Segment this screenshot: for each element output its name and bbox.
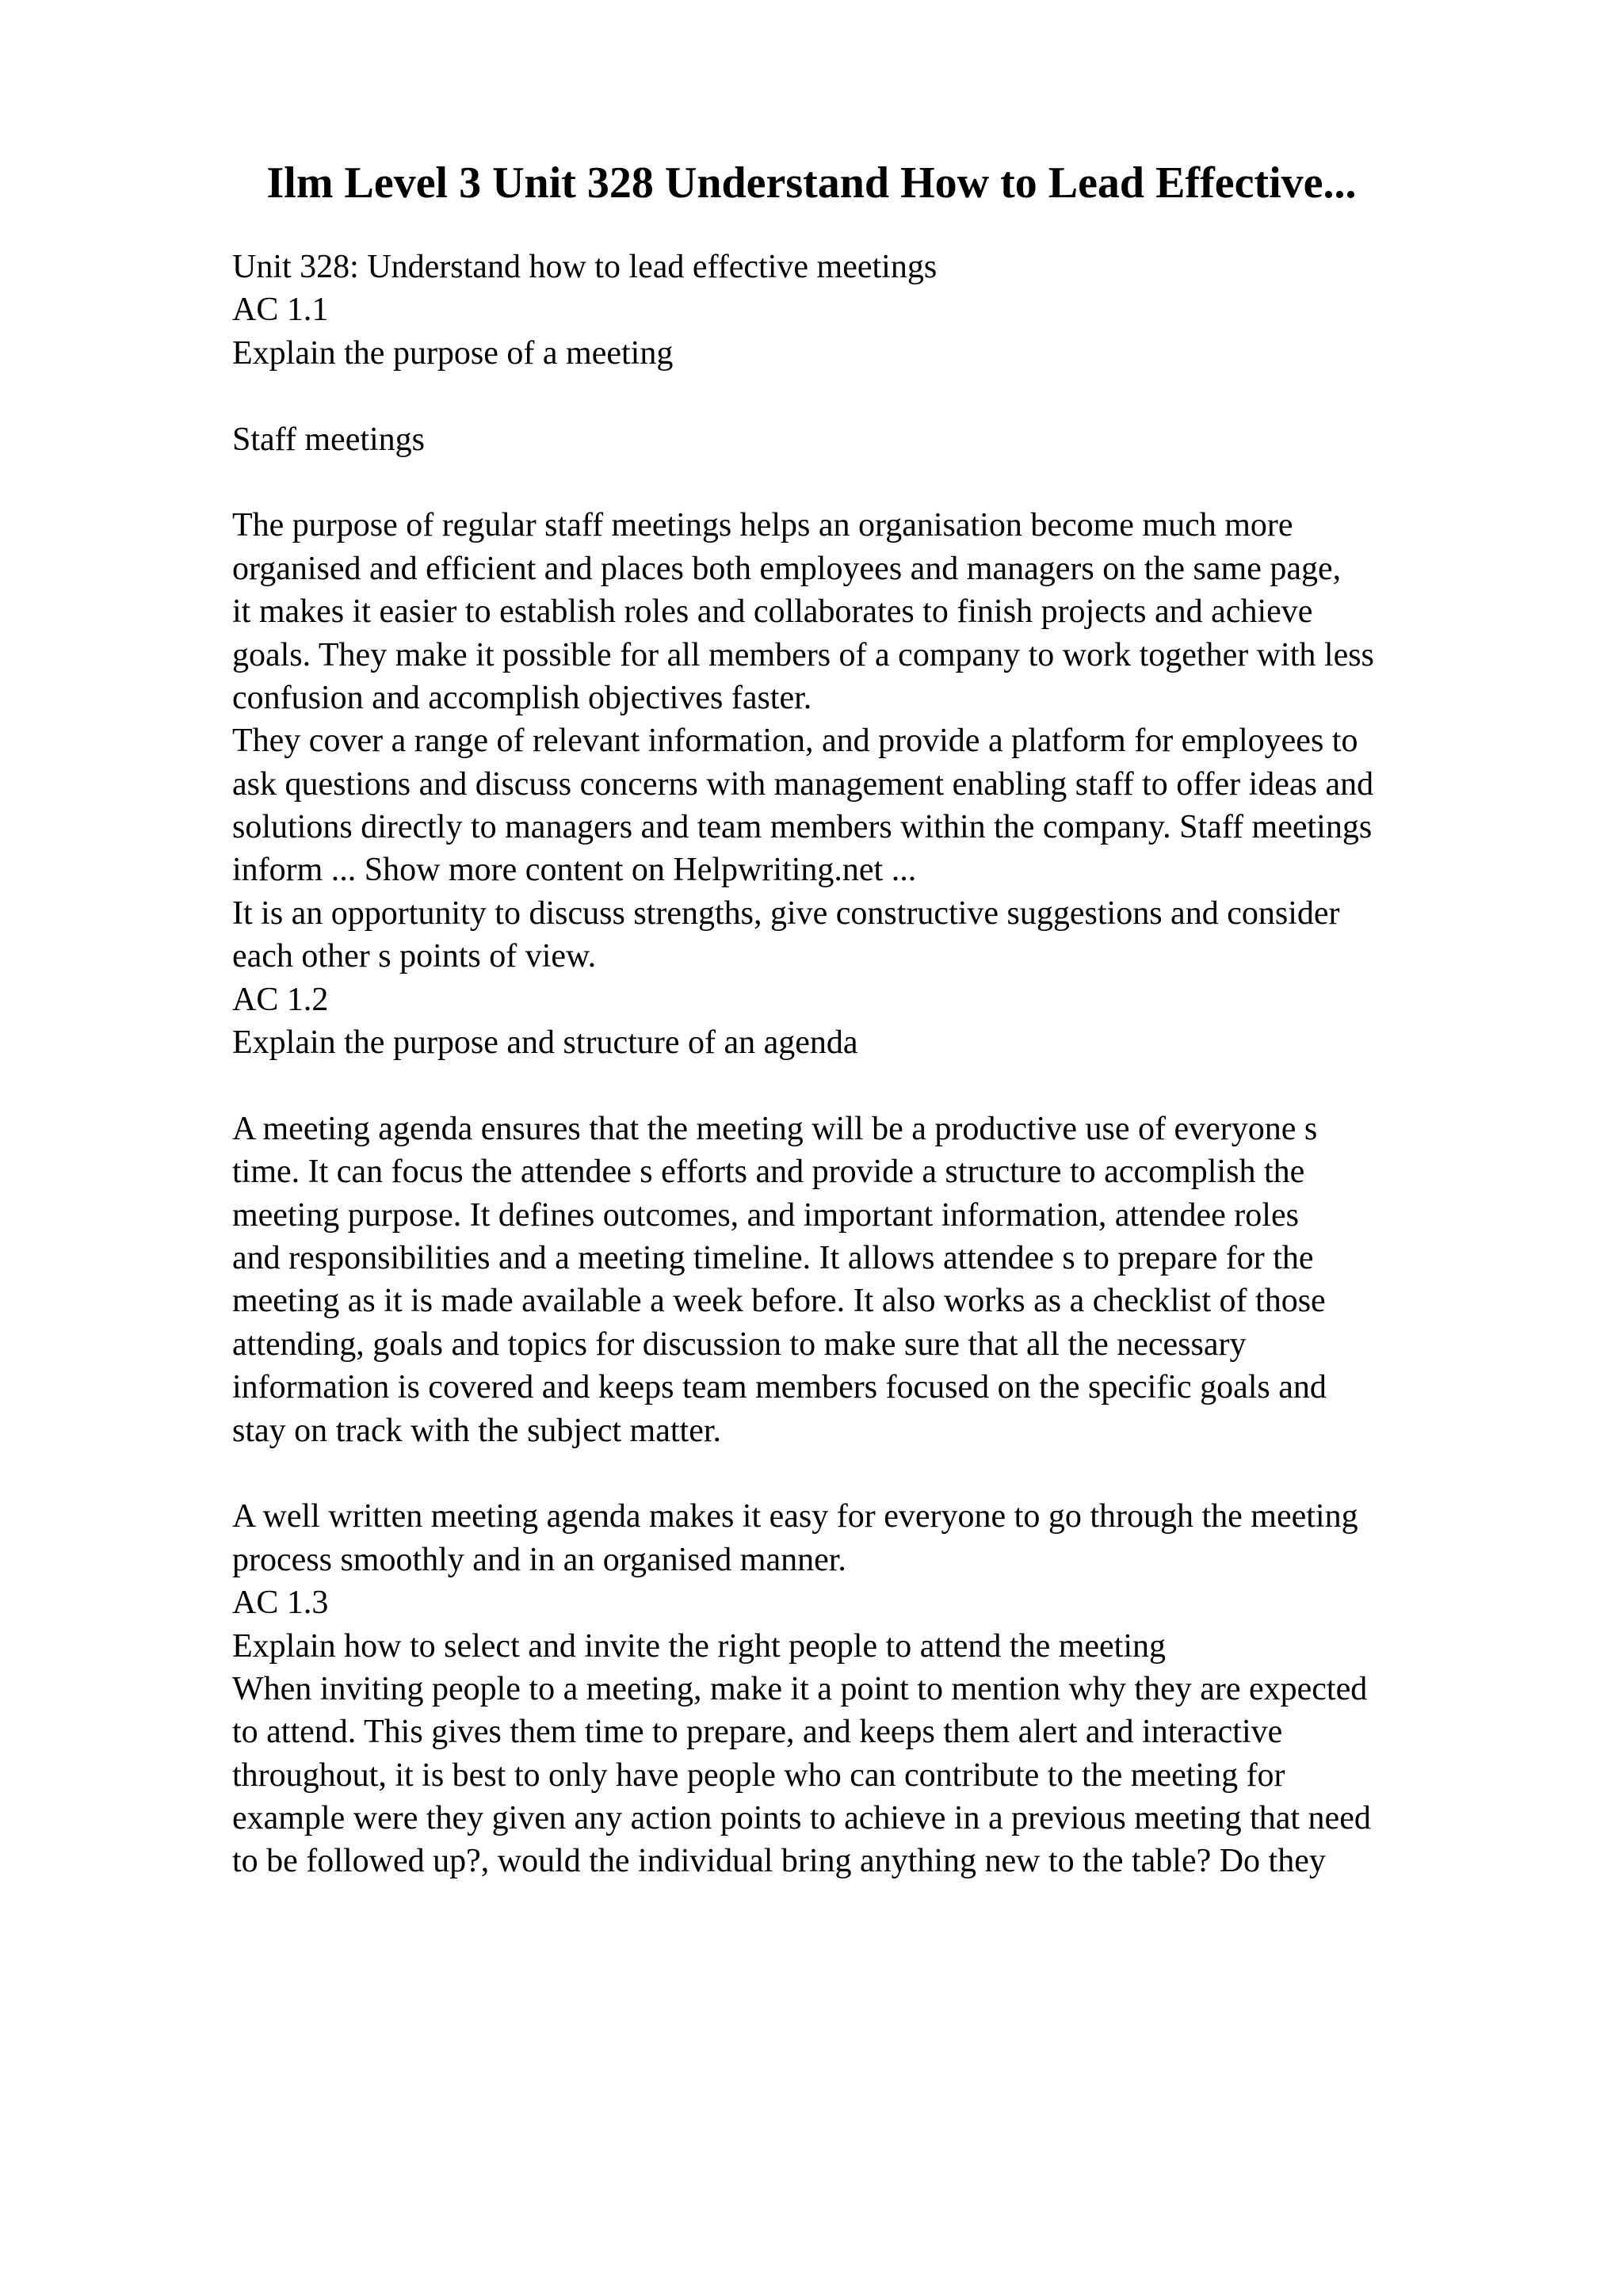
text-line: it makes it easier to establish roles and collaborates to finish projects and achieve bbox=[232, 593, 1313, 631]
text-line: to be followed up?, would the individual bring anything new to the table? Do they bbox=[232, 1843, 1326, 1880]
text-line: solutions directly to managers and team members within the company. Staff meetings bbox=[232, 809, 1373, 846]
text-line: ask questions and discuss concerns with management enabling staff to offer ideas and bbox=[232, 765, 1374, 803]
text-line: A meeting agenda ensures that the meeting will be a productive use of everyone s bbox=[232, 1110, 1318, 1147]
text-line: inform ... Show more content on Helpwriting.net ... bbox=[232, 852, 917, 889]
text-line: It is an opportunity to discuss strengths, give constructive suggestions and consider bbox=[232, 894, 1340, 932]
blank-line bbox=[232, 461, 1595, 504]
text-line: example were they given any action points to achieve in a previous meeting that need bbox=[232, 1800, 1371, 1837]
text-line: information is covered and keeps team members focused on the specific goals and bbox=[232, 1369, 1327, 1406]
text-line: They cover a range of relevant information, and provide a platform for employees to bbox=[232, 723, 1358, 760]
text-line: goals. They make it possible for all members of a company to work together with less bbox=[232, 636, 1374, 673]
document-body bbox=[232, 246, 1595, 1883]
text-line: process smoothly and in an organised manner. bbox=[232, 1541, 846, 1578]
text-line: meeting as it is made available a week before. It also works as a checklist of those bbox=[232, 1283, 1326, 1320]
text-line: AC 1.2 bbox=[232, 981, 329, 1018]
text-line: meeting purpose. It defines outcomes, and important information, attendee roles bbox=[232, 1196, 1299, 1234]
text-line: stay on track with the subject matter. bbox=[232, 1412, 721, 1449]
text-line: AC 1.3 bbox=[232, 1585, 329, 1622]
text-line: time. It can focus the attendee s efforts and provide a structure to accomplish the bbox=[232, 1154, 1305, 1191]
text-line: Explain how to select and invite the right people to attend the meeting bbox=[232, 1627, 1167, 1665]
text-line: each other s points of view. bbox=[232, 938, 597, 975]
blank-line bbox=[232, 1064, 1595, 1107]
text-line: attending, goals and topics for discussion to make sure that all the necessary bbox=[232, 1325, 1247, 1363]
text-line: to attend. This gives them time to prepare, and keeps them alert and interactive bbox=[232, 1714, 1283, 1751]
text-line: and responsibilities and a meeting timeline. It allows attendee s to prepare for the bbox=[232, 1239, 1314, 1276]
text-line: AC 1.1 bbox=[232, 292, 329, 329]
document-title: Ilm Level 3 Unit 328 Understand How to Lead Effective... bbox=[266, 158, 1357, 208]
text-line: organised and efficient and places both employees and managers on the same page, bbox=[232, 550, 1342, 587]
text-line: confusion and accomplish objectives faster. bbox=[232, 679, 812, 716]
text-line: A well written meeting agenda makes it easy for everyone to go through the meeting bbox=[232, 1498, 1358, 1535]
text-line: Unit 328: Understand how to lead effective meetings bbox=[232, 249, 938, 285]
text-line: Explain the purpose of a meeting bbox=[232, 334, 674, 372]
text-line: Explain the purpose and structure of an agenda bbox=[232, 1024, 858, 1062]
text-line: Staff meetings bbox=[232, 421, 426, 458]
blank-line bbox=[232, 375, 1595, 418]
text-line: When inviting people to a meeting, make it a point to mention why they are expected bbox=[232, 1670, 1368, 1707]
blank-line bbox=[232, 1452, 1595, 1495]
text-line: throughout, it is best to only have people who can contribute to the meeting for bbox=[232, 1756, 1285, 1794]
text-line: The purpose of regular staff meetings helps an organisation become much more bbox=[232, 507, 1293, 544]
